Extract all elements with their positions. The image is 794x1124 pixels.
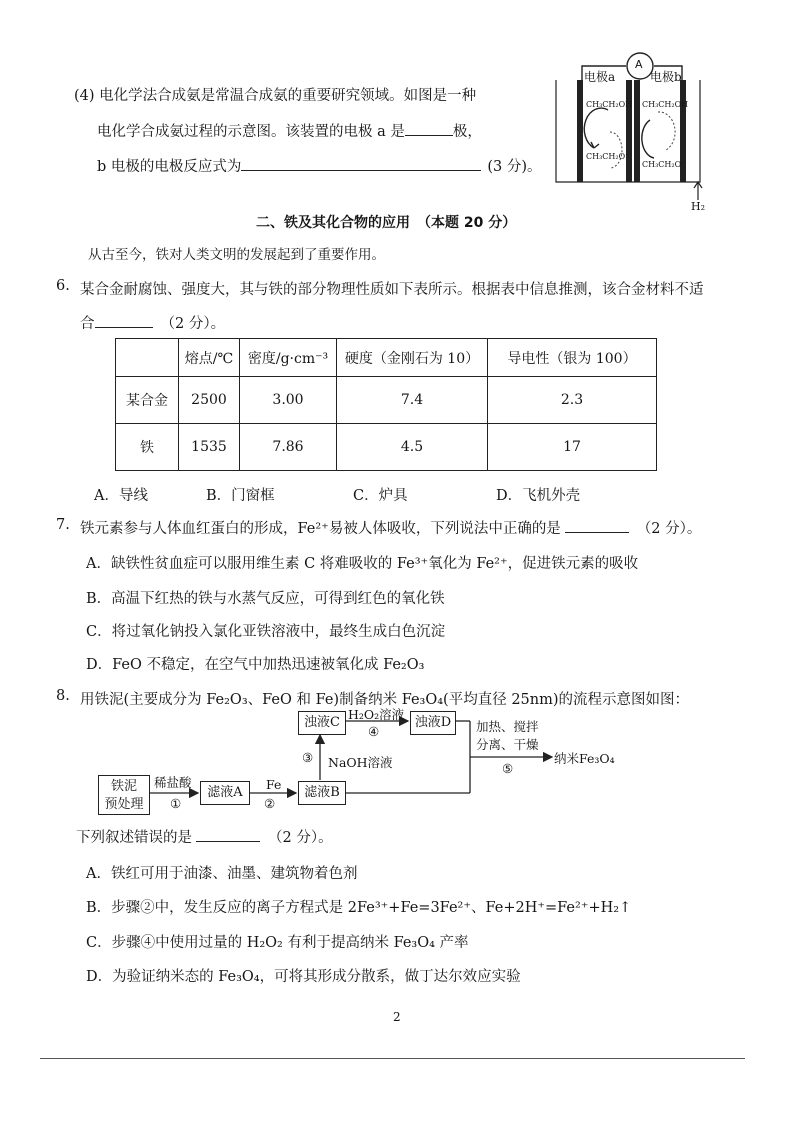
q8-option-b[interactable]: B．步骤②中，发生反应的离子方程式是 2Fe³⁺+Fe=3Fe²⁺、Fe+2H⁺=Fe²⁺+H₂↑ [86, 900, 632, 916]
table-cell: 1535 [179, 424, 240, 471]
table-header-cell: 硬度（金刚石为 10） [337, 339, 488, 377]
q6-number: 6. [56, 278, 70, 294]
q7-option-a[interactable]: A．缺铁性贫血症可以服用维生素 C 将难吸收的 Fe³⁺氧化为 Fe²⁺，促进铁元素的吸收 [86, 556, 639, 572]
q8-text: 用铁泥(主要成分为 Fe₂O₃、FeO 和 Fe)制备纳米 Fe₃O₄(平均直径 25nm)的流程示意图如图： [80, 692, 690, 708]
q7-text-a: 铁元素参与人体血红蛋白的形成，Fe²⁺易被人体吸收，下列说法中正确的是 [80, 521, 561, 537]
membrane-left [626, 80, 632, 182]
electrode-b-label: 电极b [650, 70, 682, 84]
step2-number: ② [264, 796, 276, 811]
dashed-arrow-right-icon [658, 112, 675, 150]
table-header-cell [116, 339, 179, 377]
q7-option-d[interactable]: D．FeO 不稳定，在空气中加热迅速被氧化成 Fe₂O₃ [86, 657, 425, 673]
step3-reagent: NaOH溶液 [328, 755, 393, 770]
q6-text2 [80, 312, 225, 333]
step1-reagent: 稀盐酸 [154, 775, 192, 790]
q6-answer-blank[interactable] [95, 327, 153, 328]
step4-number: ④ [368, 724, 380, 739]
flow-box-turbid-d: 浊液D [410, 711, 456, 735]
page-number: 2 [393, 1010, 401, 1024]
q8-option-d[interactable]: D．为验证纳米态的 Fe₃O₄，可将其形成分散系，做丁达尔效应实验 [86, 969, 521, 985]
electrode-b-reaction-blank[interactable] [241, 170, 481, 171]
q4-line2-b: 极， [452, 124, 482, 140]
step5-condition-2: 分离、干燥 [476, 737, 539, 752]
q4-line3 [97, 155, 542, 176]
q8-answer-blank[interactable] [196, 841, 260, 842]
section2-intro: 从古至今，铁对人类文明的发展起到了重要作用。 [88, 247, 385, 263]
q6-text: 某合金耐腐蚀、强度大，其与铁的部分物理性质如下表所示。根据表中信息推测，该合金材料不适 [80, 282, 704, 298]
ammeter-label: A [635, 58, 643, 71]
table-header-cell: 熔点/℃ [179, 339, 240, 377]
cycle-arrow-right-icon [642, 120, 654, 158]
q7-number: 7. [56, 517, 70, 533]
table-row [116, 377, 657, 424]
step1-number: ① [170, 796, 182, 811]
h2-label: H₂ [691, 200, 706, 213]
step2-reagent: Fe [266, 777, 282, 792]
q8-number: 8. [56, 688, 70, 704]
table-cell: 7.4 [337, 377, 488, 424]
step5-condition-1: 加热、搅拌 [476, 719, 539, 734]
q6-option-a[interactable]: A．导线 [94, 488, 148, 504]
section2-title: 二、铁及其化合物的应用 （本题 20 分） [256, 215, 517, 231]
table-cell: 铁 [116, 424, 179, 471]
q4-line2 [97, 120, 482, 141]
flow-box-start: 铁泥 预处理 [98, 775, 150, 815]
species-left-top: CH₃CH₂OH [586, 100, 633, 109]
q4-line3-a: b 电极的电极反应式为 [97, 159, 242, 175]
electrode-a-label: 电极a [584, 70, 616, 84]
q8-question [76, 826, 333, 847]
property-table [115, 338, 657, 471]
q4-line1: (4) 电化学法合成氨是常温合成氨的重要研究领域。如图是一种 [74, 88, 477, 104]
table-cell: 某合金 [116, 377, 179, 424]
step3-number: ③ [302, 750, 314, 765]
table-cell: 2500 [179, 377, 240, 424]
q6-option-c[interactable]: C．炉具 [353, 488, 408, 504]
step5-number: ⑤ [502, 761, 514, 776]
q7-text-b: （2 分）。 [636, 521, 702, 537]
table-cell: 17 [488, 424, 657, 471]
species-right-top: CH₃CH₂OH [642, 100, 689, 109]
q6-text2-b: （2 分）。 [160, 316, 226, 332]
table-cell: 7.86 [240, 424, 337, 471]
electrode-a-plate [577, 80, 583, 182]
q7-option-b[interactable]: B．高温下红热的铁与水蒸气反应，可得到红色的氧化铁 [86, 591, 445, 607]
q4-line2-a: 电化学合成氨过程的示意图。该装置的电极 a 是 [97, 124, 405, 140]
footer-rule [40, 1058, 745, 1059]
flow-chart [90, 705, 650, 830]
q7-answer-blank[interactable] [565, 532, 629, 533]
q8-option-c[interactable]: C．步骤④中使用过量的 H₂O₂ 有利于提高纳米 Fe₃O₄ 产率 [86, 935, 469, 951]
q4-line3-b: (3 分)。 [487, 159, 542, 175]
table-cell: 3.00 [240, 377, 337, 424]
table-header-cell: 密度/g·cm⁻³ [240, 339, 337, 377]
q6-text2-a: 合 [80, 316, 95, 332]
table-cell: 2.3 [488, 377, 657, 424]
q8-question-b: （2 分）。 [268, 830, 333, 846]
electrode-a-answer-blank[interactable] [405, 135, 453, 136]
q8-question-a: 下列叙述错误的是 [76, 830, 192, 846]
cell-svg [550, 40, 710, 215]
species-right-bottom: CH₃CH₂O⁻ [642, 160, 686, 169]
cycle-arrow-left-icon [584, 108, 608, 148]
q6-option-d[interactable]: D．飞机外壳 [496, 488, 581, 504]
table-header-row [116, 339, 657, 377]
product-label: 纳米Fe₃O₄ [554, 751, 615, 766]
table-header-cell: 导电性（银为 100） [488, 339, 657, 377]
species-left-bottom: CH₃CH₂O⁻ [586, 152, 630, 161]
flow-box-filtrate-b: 滤液B [298, 781, 346, 805]
q8-option-a[interactable]: A．铁红可用于油漆、油墨、建筑物着色剂 [86, 866, 358, 882]
q7-text [80, 517, 701, 538]
q7-option-c[interactable]: C．将过氧化钠投入氯化亚铁溶液中，最终生成白色沉淀 [86, 624, 446, 640]
membrane-right [634, 80, 640, 182]
step4-reagent: H₂O₂溶液 [348, 707, 405, 722]
table-cell: 4.5 [337, 424, 488, 471]
flow-box-turbid-c: 浊液C [298, 711, 346, 735]
table-row [116, 424, 657, 471]
dashed-arrow-left-icon [610, 132, 622, 168]
flow-box-filtrate-a: 滤液A [200, 781, 250, 805]
q6-option-b[interactable]: B．门窗框 [206, 488, 275, 504]
electrochem-cell-diagram [550, 40, 710, 215]
